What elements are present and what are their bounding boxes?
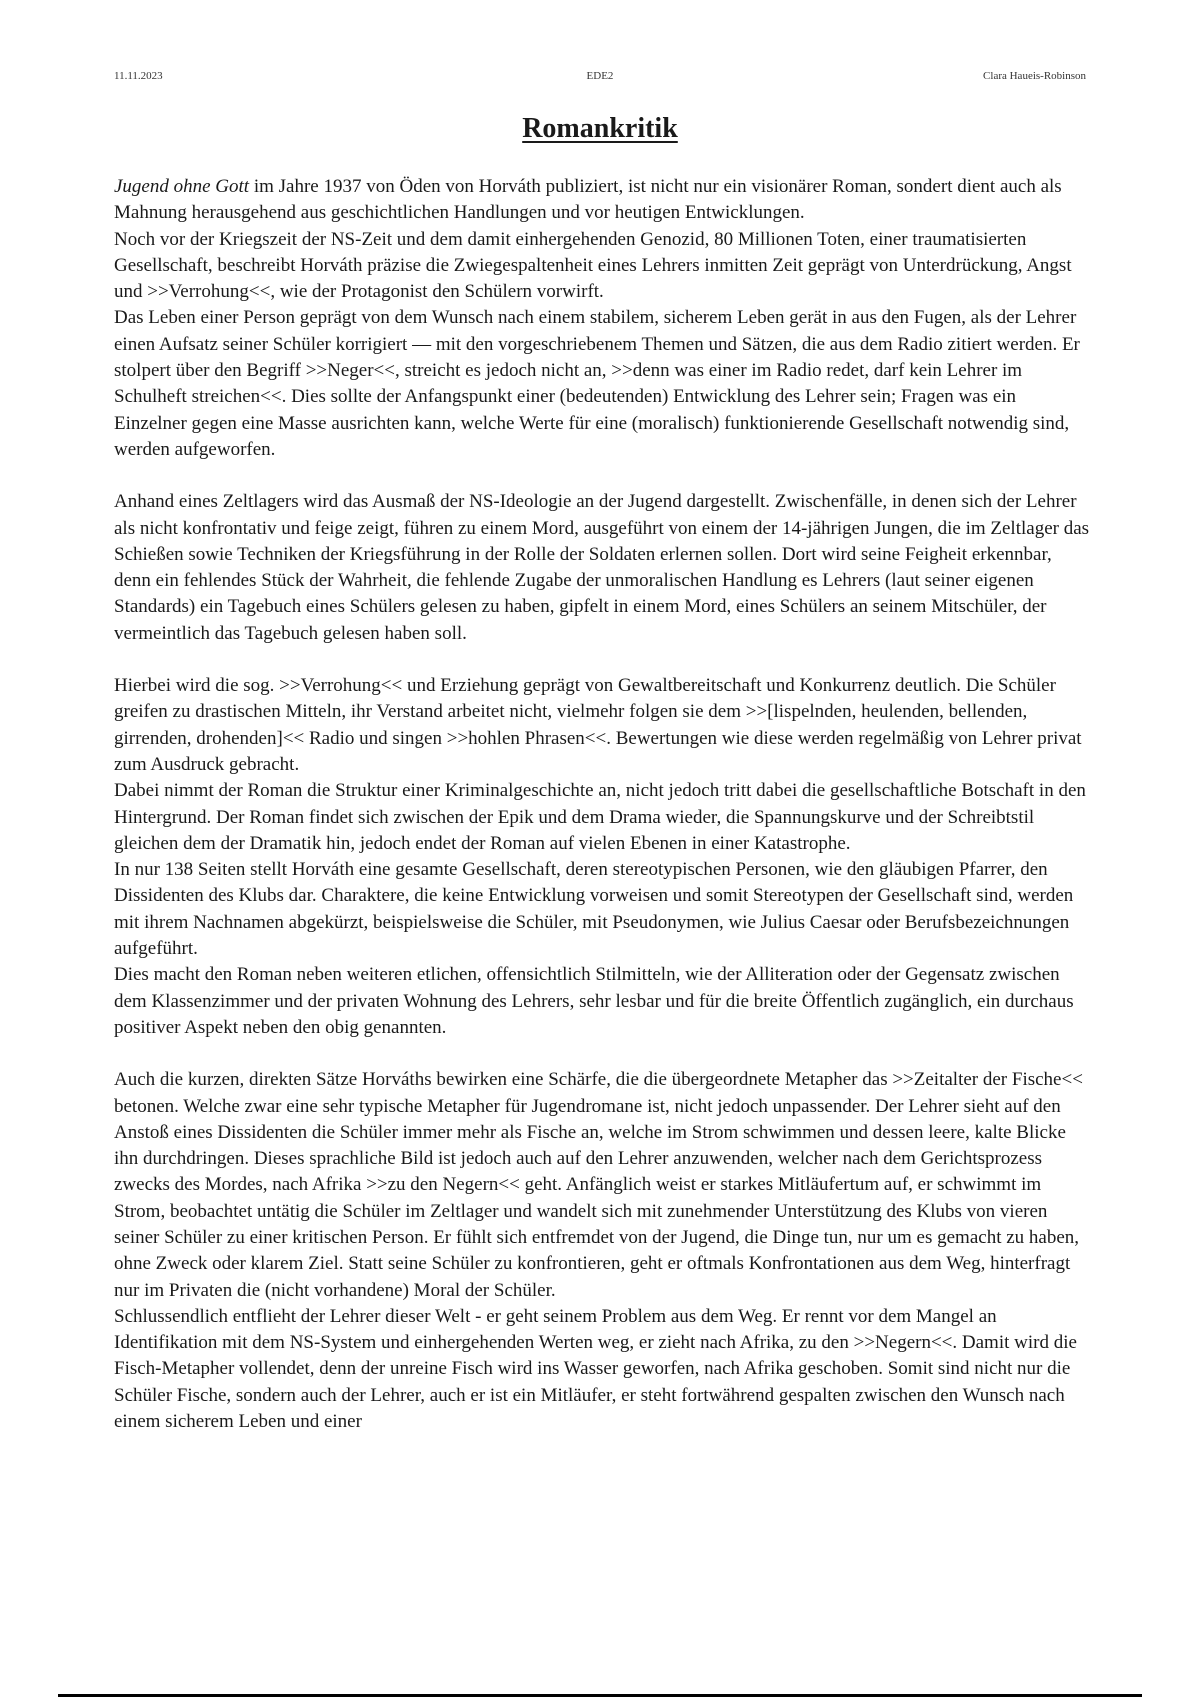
header-date: 11.11.2023 <box>114 70 163 82</box>
paragraph-intro-text: im Jahre 1937 von Öden von Horváth publiziert, ist nicht nur ein visionärer Roman, sondert dient auch als Mahnung herausgehend aus geschichtlichen Handlungen und vor heutigen Entwicklungen. <box>114 176 1062 224</box>
paragraph-context: Noch vor der Kriegszeit der NS-Zeit und dem damit einhergehenden Genozid, 80 Millionen Toten, einer traumatisierten Gesellschaft, beschreibt Horváth präzise die Zwiegespaltenheit eines Lehrers inmitten Zeit geprägt von Unterdrückung, Angst und >>Verrohung<<, wie der Protagonist den Schülern vorwirft. <box>114 228 1072 303</box>
paragraph-style: Dies macht den Roman neben weiteren etlichen, offensichtlich Stilmitteln, wie der Alliteration oder der Gegensatz zwischen dem Klassenzimmer und der privaten Wohnung des Lehrers, sehr lesbar und für die breite Öffentlich zugänglich, ein durchaus positiver Aspekt neben den obig genannten. <box>114 964 1074 1038</box>
paragraph-essay-scene: Das Leben einer Person geprägt von dem Wunsch nach einem stabilem, sicherem Leben gerät in aus den Fugen, als der Lehrer einen Aufsatz seiner Schüler korrigiert — mit den vorgeschriebenem Themen und Sätzen, die aus dem Radio zitiert werden. Er stolpert über den Begriff >>Neger<<, streicht es jedoch nicht an, >>denn was einer im Radio redet, darf kein Lehrer im Schulheft streichen<<. Dies sollte der Anfangspunkt einer (bedeutenden) Entwicklung des Lehrer sein; Fragen was ein Einzelner gegen eine Masse ausrichten kann, welche Werte für eine (moralisch) funktionierende Gesellschaft notwendig sind, werden aufgeworfen. <box>114 307 1080 460</box>
header-course: EDE2 <box>586 70 614 82</box>
paragraph-structure: Dabei nimmt der Roman die Struktur einer Kriminalgeschichte an, nicht jedoch tritt dabei die gesellschaftliche Botschaft in den Hintergrund. Der Roman findet sich zwischen der Epik und dem Drama wieder, die Spannungskurve und der Schreibtstil gleichen dem der Dramatik hin, jedoch endet der Roman auf vielen Ebenen in einer Katastrophe. <box>114 780 1086 854</box>
paragraph-brutalization: Hierbei wird die sog. >>Verrohung<< und Erziehung geprägt von Gewaltbereitschaft und Konkurrenz deutlich. Die Schüler greifen zu drastischen Mitteln, ihr Verstand arbeitet nicht, vielmehr folgen sie dem >>[lispelnden, heulenden, bellenden, girrenden, drohenden]<< Radio und singen >>hohlen Phrasen<<. Bewertungen wie diese werden regelmäßig von Lehrer privat zum Ausdruck gebracht. <box>114 675 1082 775</box>
document-title: Romankritik <box>522 113 678 144</box>
header-author: Clara Haueis-Robinson <box>983 70 1086 82</box>
paragraph-conclusion: Schlussendlich entflieht der Lehrer dieser Welt - er geht seinem Problem aus dem Weg. Er rennt vor dem Mangel an Identifikation mit dem NS-System und einhergehenden Werten weg, er zieht nach Afrika, zu den >>Negern<<. Damit wird die Fisch-Metapher vollendet, denn der unreine Fisch wird ins Wasser geworfen, nach Afrika geschoben. Somit sind nicht nur die Schüler Fische, sondern auch der Lehrer, auch er ist ein Mitläufer, er steht fortwährend gespalten zwischen den Wunsch nach einem sicherem Leben und einer <box>114 1305 1077 1433</box>
paragraph-intro <box>114 174 1092 227</box>
book-title: Jugend ohne Gott <box>114 176 250 197</box>
paragraph-fish-metaphor: Auch die kurzen, direkten Sätze Horváths bewirken eine Schärfe, die die übergeordnete Metapher das >>Zeitalter der Fische<< betonen. Welche zwar eine sehr typische Metapher für Jugendromane ist, nicht jedoch unpassender. Der Lehrer sieht auf den Anstoß eines Dissidenten die Schüler immer mehr als Fische an, welche im Strom schwimmen und dessen leere, kalte Blicke ihn durchdringen. Dieses sprachliche Bild ist jedoch auch auf den Lehrer anzuwenden, welcher nach dem Gerichtsprozess zwecks des Mordes, nach Afrika >>zu den Negern<< geht. Anfänglich weist er starkes Mitläufertum auf, er schwimmt im Strom, beobachtet untätig die Schüler im Zeltlager und wandelt sich mit zunehmender Unterstützung des Klubs von vieren seiner Schüler zu einer kritischen Person. Er fühlt sich entfremdet von der Jugend, die Dinge tun, nur um es gemacht zu haben, ohne Zweck oder klarem Ziel. Statt seine Schüler zu konfrontieren, geht er oftmals Konfrontationen aus dem Weg, hinterfragt nur im Privaten die (nicht vorhandene) Moral der Schüler. <box>114 1069 1083 1301</box>
paragraph-characters: In nur 138 Seiten stellt Horváth eine gesamte Gesellschaft, deren stereotypischen Personen, wie den gläubigen Pfarrer, den Dissidenten des Klubs dar. Charaktere, die keine Entwicklung vorweisen und somit Stereotypen der Gesellschaft sind, werden mit ihrem Nachnamen abgekürzt, beispielsweise die Schüler, mit Pseudonymen, wie Julius Caesar oder Berufsbezeichnungen aufgeführt. <box>114 859 1074 960</box>
footer-divider <box>58 1694 1142 1697</box>
document-body <box>114 174 1092 1435</box>
paragraph-camp: Anhand eines Zeltlagers wird das Ausmaß der NS-Ideologie an der Jugend dargestellt. Zwischenfälle, in denen sich der Lehrer als nicht konfrontativ und feige zeigt, führen zu einem Mord, ausgeführt von einem der 14-jährigen Jungen, die im Zeltlager das Schießen sowie Techniken der Kriegsführung in der Rolle der Soldaten erlernen sollen. Dort wird seine Feigheit erkennbar, denn ein fehlendes Stück der Wahrheit, die fehlende Zugabe der unmoralischen Handlung es Lehrers (laut seiner eigenen Standards) ein Tagebuch eines Schülers gelesen zu haben, gipfelt in einem Mord, eines Schülers an seinem Mitschüler, der vermeintlich das Tagebuch gelesen haben soll. <box>114 491 1090 644</box>
page-header <box>114 70 1086 90</box>
